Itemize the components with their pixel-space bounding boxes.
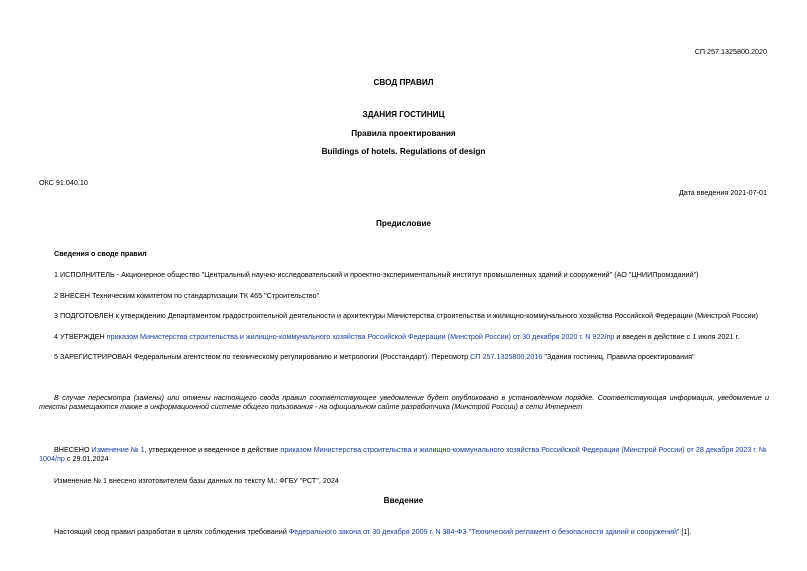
change-notice [39,445,769,463]
foreword-item-3: 3 ПОДГОТОВЛЕН к утверждению Департаментом градостроительной деятельности и архитектуры Министерства строительства и жилищно-коммунального хозяйства Российской Федерации (Минстрой России) [54,311,759,320]
foreword-heading: Предисловие [376,219,431,228]
info-heading: Сведения о своде правил [54,249,147,258]
federal-law-384-link[interactable]: Федерального закона от 30 декабря 2009 г. N 384-ФЗ "Технический регламент о безопасности зданий и сооружений" [288,527,680,536]
foreword-item-5 [54,352,695,361]
sp-2016-link[interactable]: СП 257.1325800.2016 [470,352,543,361]
item-4-suffix: и введен в действие с 1 июля 2021 г. [614,332,740,341]
document-subtitle: Правила проектирования [351,129,456,138]
document-title-en: Buildings of hotels. Regulations of design [321,147,486,156]
order-922-link[interactable]: приказом Министерства строительства и жилищно-коммунального хозяйства Российской Федерации (Минстрой России) от 30 декабря 2020 г. N 922/пр [106,332,615,341]
item-5-prefix: 5 ЗАРЕГИСТРИРОВАН Федеральным агентством по техническому регулированию и метрологии (Росстандарт). Пересмотр [54,352,471,361]
oks-code: ОКС 91.040.10 [39,178,88,187]
foreword-item-2: 2 ВНЕСЕН Техническим комитетом по стандартизации ТК 465 "Строительство" [54,291,320,300]
intro-date: Дата введения 2021-07-01 [678,188,767,197]
document-code: СП 257.1325800.2020 [694,47,767,56]
change-prefix: ВНЕСЕНО [54,445,92,454]
item-5-suffix: "Здания гостиниц. Правила проектирования" [542,352,695,361]
foreword-item-1: 1 ИСПОЛНИТЕЛЬ - Акционерное общество "Центральный научно-исследовательский и проектно-экспериментальный институт промышленных зданий и сооружений" (АО "ЦНИИПромзданий") [54,270,699,279]
introduction-text [54,527,691,536]
intro-prefix: Настоящий свод правил разработан в целях соблюдения требований [54,527,289,536]
intro-suffix: [1]. [679,527,692,536]
foreword-item-4 [54,332,739,341]
change-note: Изменение № 1 внесено изготовителем базы данных по тексту М.: ФГБУ "РСТ", 2024 [54,476,339,485]
change-mid: , утвержденное и введенное в действие [144,445,281,454]
revision-notice: В случае пересмотра (замены) или отмены настоящего свода правил соответствующее уведомление будет опубликовано в установленном порядке. Соответствующая информация, уведомление и тексты размещаются также в информационной системе общего пользования - на официальном сайте разработчика (Минстрой России) в сети Интернет [39,393,769,411]
change-suffix: с 29.01.2024 [64,454,109,463]
document-type: СВОД ПРАВИЛ [373,78,434,87]
item-4-prefix: 4 УТВЕРЖДЕН [54,332,107,341]
change-1-link[interactable]: Изменение № 1 [91,445,145,454]
order-1004-link[interactable]: приказом Министерства строительства и жилищно-коммунального хозяйства Российской Федерации (Минстрой России) от 28 декабря 2023 г. № 1004/пр [39,445,767,463]
document-title: ЗДАНИЯ ГОСТИНИЦ [362,110,445,119]
introduction-heading: Введение [383,496,424,505]
